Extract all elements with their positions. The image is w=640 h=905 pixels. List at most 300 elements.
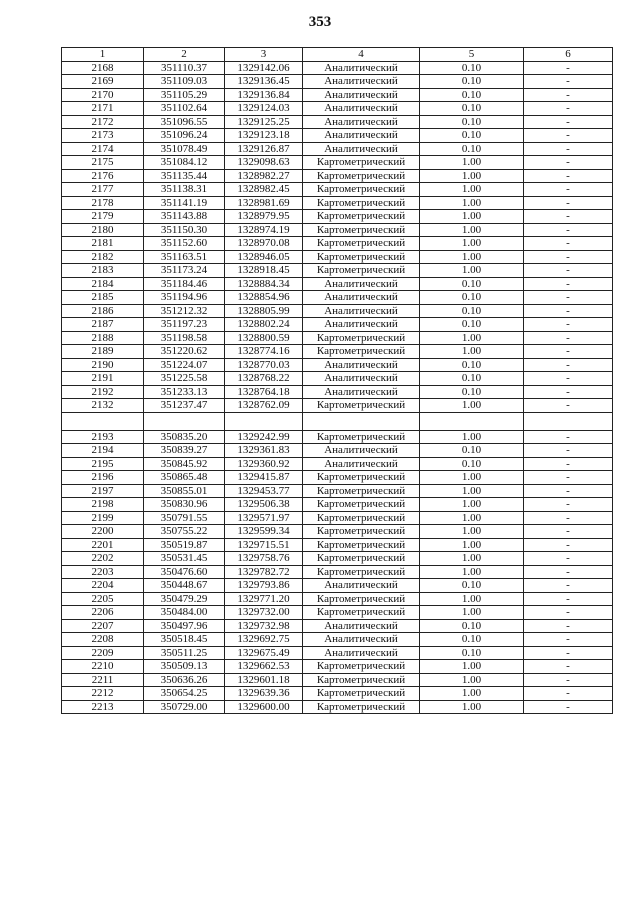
- point-number-cell: 2181: [62, 237, 144, 251]
- method-cell: Картометрический: [303, 237, 420, 251]
- point-number-cell: 2183: [62, 264, 144, 278]
- x-coordinate-cell: 351237.47: [144, 399, 225, 413]
- y-coordinate-cell: 1328979.95: [225, 210, 303, 224]
- method-cell: Картометрический: [303, 264, 420, 278]
- note-cell: -: [524, 646, 613, 660]
- accuracy-cell: 1.00: [420, 538, 524, 552]
- note-cell: -: [524, 237, 613, 251]
- method-cell: Аналитический: [303, 129, 420, 143]
- method-cell: Аналитический: [303, 385, 420, 399]
- accuracy-cell: 1.00: [420, 511, 524, 525]
- table-row: [62, 372, 613, 386]
- y-coordinate-cell: 1328805.99: [225, 304, 303, 318]
- x-coordinate-cell: 350518.45: [144, 633, 225, 647]
- x-coordinate-cell: 351194.96: [144, 291, 225, 305]
- y-coordinate-cell: 1329782.72: [225, 565, 303, 579]
- y-coordinate-cell: 1329571.97: [225, 511, 303, 525]
- point-number-cell: 2197: [62, 484, 144, 498]
- x-coordinate-cell: 351220.62: [144, 345, 225, 359]
- accuracy-cell: 1.00: [420, 156, 524, 170]
- point-number-cell: 2195: [62, 457, 144, 471]
- method-cell: Картометрический: [303, 345, 420, 359]
- x-coordinate-cell: 351105.29: [144, 88, 225, 102]
- y-coordinate-cell: 1328946.05: [225, 250, 303, 264]
- accuracy-cell: 1.00: [420, 210, 524, 224]
- point-number-cell: 2177: [62, 183, 144, 197]
- accuracy-cell: 0.10: [420, 277, 524, 291]
- table-row: [62, 102, 613, 116]
- note-cell: -: [524, 606, 613, 620]
- method-cell: Аналитический: [303, 61, 420, 75]
- x-coordinate-cell: 350484.00: [144, 606, 225, 620]
- table-row: [62, 687, 613, 701]
- x-coordinate-cell: 351096.55: [144, 115, 225, 129]
- note-cell: -: [524, 88, 613, 102]
- point-number-cell: 2202: [62, 552, 144, 566]
- table-row: [62, 592, 613, 606]
- table-row: [62, 129, 613, 143]
- point-number-cell: 2173: [62, 129, 144, 143]
- note-cell: -: [524, 565, 613, 579]
- column-header: 5: [420, 48, 524, 62]
- method-cell: Картометрический: [303, 673, 420, 687]
- x-coordinate-cell: 351212.32: [144, 304, 225, 318]
- accuracy-cell: 1.00: [420, 430, 524, 444]
- table-row: [62, 471, 613, 485]
- y-coordinate-cell: 1328768.22: [225, 372, 303, 386]
- method-cell: Аналитический: [303, 358, 420, 372]
- method-cell: Аналитический: [303, 115, 420, 129]
- table-row: [62, 223, 613, 237]
- accuracy-cell: 0.10: [420, 102, 524, 116]
- x-coordinate-cell: 351224.07: [144, 358, 225, 372]
- accuracy-cell: 1.00: [420, 498, 524, 512]
- method-cell: Картометрический: [303, 511, 420, 525]
- method-cell: Картометрический: [303, 399, 420, 413]
- method-cell: Картометрический: [303, 700, 420, 714]
- point-number-cell: 2212: [62, 687, 144, 701]
- table-row: [62, 345, 613, 359]
- y-coordinate-cell: 1329601.18: [225, 673, 303, 687]
- y-coordinate-cell: 1328918.45: [225, 264, 303, 278]
- point-number-cell: 2175: [62, 156, 144, 170]
- table-row: [62, 88, 613, 102]
- x-coordinate-cell: 351078.49: [144, 142, 225, 156]
- y-coordinate-cell: 1329123.18: [225, 129, 303, 143]
- x-coordinate-cell: 350509.13: [144, 660, 225, 674]
- point-number-cell: 2205: [62, 592, 144, 606]
- y-coordinate-cell: 1329793.86: [225, 579, 303, 593]
- table-row: [62, 673, 613, 687]
- x-coordinate-cell: 350845.92: [144, 457, 225, 471]
- accuracy-cell: 0.10: [420, 318, 524, 332]
- table-row: [62, 457, 613, 471]
- accuracy-cell: 1.00: [420, 687, 524, 701]
- accuracy-cell: 0.10: [420, 633, 524, 647]
- note-cell: -: [524, 318, 613, 332]
- point-number-cell: 2196: [62, 471, 144, 485]
- accuracy-cell: 0.10: [420, 646, 524, 660]
- point-number-cell: 2170: [62, 88, 144, 102]
- point-number-cell: 2179: [62, 210, 144, 224]
- note-cell: -: [524, 156, 613, 170]
- x-coordinate-cell: 350448.67: [144, 579, 225, 593]
- point-number-cell: 2204: [62, 579, 144, 593]
- x-coordinate-cell: 350835.20: [144, 430, 225, 444]
- method-cell: Аналитический: [303, 75, 420, 89]
- table-row: [62, 525, 613, 539]
- point-number-cell: 2211: [62, 673, 144, 687]
- table-row: [62, 115, 613, 129]
- note-cell: -: [524, 372, 613, 386]
- method-cell: Картометрический: [303, 183, 420, 197]
- method-cell: Картометрический: [303, 210, 420, 224]
- x-coordinate-cell: 351184.46: [144, 277, 225, 291]
- y-coordinate-cell: 1329415.87: [225, 471, 303, 485]
- note-cell: -: [524, 264, 613, 278]
- point-number-cell: 2203: [62, 565, 144, 579]
- note-cell: -: [524, 592, 613, 606]
- method-cell: Картометрический: [303, 538, 420, 552]
- table-row: [62, 264, 613, 278]
- method-cell: Картометрический: [303, 169, 420, 183]
- note-cell: -: [524, 183, 613, 197]
- method-cell: [303, 412, 420, 430]
- accuracy-cell: 1.00: [420, 673, 524, 687]
- point-number-cell: 2207: [62, 619, 144, 633]
- method-cell: Картометрический: [303, 331, 420, 345]
- note-cell: -: [524, 511, 613, 525]
- table-row: [62, 196, 613, 210]
- method-cell: Аналитический: [303, 291, 420, 305]
- y-coordinate-cell: 1329692.75: [225, 633, 303, 647]
- point-number-cell: 2180: [62, 223, 144, 237]
- method-cell: Аналитический: [303, 457, 420, 471]
- y-coordinate-cell: 1328970.08: [225, 237, 303, 251]
- accuracy-cell: 0.10: [420, 372, 524, 386]
- note-cell: -: [524, 102, 613, 116]
- table-row: [62, 61, 613, 75]
- accuracy-cell: 1.00: [420, 700, 524, 714]
- method-cell: Картометрический: [303, 687, 420, 701]
- x-coordinate-cell: 351233.13: [144, 385, 225, 399]
- table-row: [62, 430, 613, 444]
- accuracy-cell: 0.10: [420, 88, 524, 102]
- table-row-spacer: [62, 412, 613, 430]
- method-cell: Картометрический: [303, 660, 420, 674]
- table-row: [62, 552, 613, 566]
- accuracy-cell: 0.10: [420, 61, 524, 75]
- note-cell: -: [524, 385, 613, 399]
- x-coordinate-cell: 350654.25: [144, 687, 225, 701]
- x-coordinate-cell: 351141.19: [144, 196, 225, 210]
- table-row: [62, 183, 613, 197]
- table-row: [62, 498, 613, 512]
- y-coordinate-cell: 1328770.03: [225, 358, 303, 372]
- page-number: 353: [308, 14, 332, 30]
- note-cell: -: [524, 196, 613, 210]
- y-coordinate-cell: 1329453.77: [225, 484, 303, 498]
- point-number-cell: 2188: [62, 331, 144, 345]
- x-coordinate-cell: 350476.60: [144, 565, 225, 579]
- table-row: [62, 277, 613, 291]
- point-number-cell: 2184: [62, 277, 144, 291]
- point-number-cell: 2176: [62, 169, 144, 183]
- note-cell: -: [524, 673, 613, 687]
- note-cell: -: [524, 700, 613, 714]
- table-row: [62, 619, 613, 633]
- point-number-cell: 2201: [62, 538, 144, 552]
- x-coordinate-cell: 350865.48: [144, 471, 225, 485]
- point-number-cell: 2200: [62, 525, 144, 539]
- table-row: [62, 210, 613, 224]
- point-number-cell: 2194: [62, 444, 144, 458]
- note-cell: -: [524, 75, 613, 89]
- table-row: [62, 538, 613, 552]
- note-cell: -: [524, 579, 613, 593]
- note-cell: -: [524, 525, 613, 539]
- method-cell: Картометрический: [303, 471, 420, 485]
- note-cell: -: [524, 345, 613, 359]
- x-coordinate-cell: 351084.12: [144, 156, 225, 170]
- method-cell: Картометрический: [303, 552, 420, 566]
- method-cell: Аналитический: [303, 142, 420, 156]
- y-coordinate-cell: 1328981.69: [225, 196, 303, 210]
- table-row: [62, 291, 613, 305]
- note-cell: -: [524, 538, 613, 552]
- note-cell: -: [524, 430, 613, 444]
- y-coordinate-cell: [225, 412, 303, 430]
- point-number-cell: 2210: [62, 660, 144, 674]
- x-coordinate-cell: 350519.87: [144, 538, 225, 552]
- accuracy-cell: 1.00: [420, 264, 524, 278]
- note-cell: -: [524, 250, 613, 264]
- y-coordinate-cell: 1329126.87: [225, 142, 303, 156]
- accuracy-cell: 1.00: [420, 399, 524, 413]
- y-coordinate-cell: 1329124.03: [225, 102, 303, 116]
- method-cell: Аналитический: [303, 88, 420, 102]
- table-row: [62, 633, 613, 647]
- x-coordinate-cell: 350479.29: [144, 592, 225, 606]
- x-coordinate-cell: 350729.00: [144, 700, 225, 714]
- table-row: [62, 579, 613, 593]
- note-cell: -: [524, 484, 613, 498]
- y-coordinate-cell: 1329771.20: [225, 592, 303, 606]
- note-cell: -: [524, 304, 613, 318]
- method-cell: Аналитический: [303, 633, 420, 647]
- table-row: [62, 700, 613, 714]
- x-coordinate-cell: 351109.03: [144, 75, 225, 89]
- accuracy-cell: 0.10: [420, 75, 524, 89]
- accuracy-cell: [420, 412, 524, 430]
- column-header: 1: [62, 48, 144, 62]
- method-cell: Аналитический: [303, 304, 420, 318]
- accuracy-cell: 1.00: [420, 565, 524, 579]
- header-row: [62, 48, 613, 62]
- y-coordinate-cell: 1329662.53: [225, 660, 303, 674]
- y-coordinate-cell: 1329142.06: [225, 61, 303, 75]
- point-number-cell: 2190: [62, 358, 144, 372]
- y-coordinate-cell: 1329136.45: [225, 75, 303, 89]
- y-coordinate-cell: 1329136.84: [225, 88, 303, 102]
- note-cell: [524, 412, 613, 430]
- accuracy-cell: 0.10: [420, 385, 524, 399]
- accuracy-cell: 1.00: [420, 331, 524, 345]
- method-cell: Аналитический: [303, 277, 420, 291]
- point-number-cell: 2198: [62, 498, 144, 512]
- note-cell: -: [524, 129, 613, 143]
- accuracy-cell: 1.00: [420, 552, 524, 566]
- table-row: [62, 606, 613, 620]
- point-number-cell: 2191: [62, 372, 144, 386]
- x-coordinate-cell: 350531.45: [144, 552, 225, 566]
- note-cell: -: [524, 142, 613, 156]
- accuracy-cell: 1.00: [420, 525, 524, 539]
- x-coordinate-cell: 351135.44: [144, 169, 225, 183]
- note-cell: -: [524, 687, 613, 701]
- point-number-cell: 2174: [62, 142, 144, 156]
- accuracy-cell: 0.10: [420, 358, 524, 372]
- x-coordinate-cell: 351143.88: [144, 210, 225, 224]
- x-coordinate-cell: 350497.96: [144, 619, 225, 633]
- accuracy-cell: 1.00: [420, 223, 524, 237]
- y-coordinate-cell: 1329600.00: [225, 700, 303, 714]
- method-cell: Картометрический: [303, 525, 420, 539]
- point-number-cell: 2171: [62, 102, 144, 116]
- point-number-cell: 2132: [62, 399, 144, 413]
- y-coordinate-cell: 1329732.98: [225, 619, 303, 633]
- x-coordinate-cell: 351138.31: [144, 183, 225, 197]
- point-number-cell: 2209: [62, 646, 144, 660]
- y-coordinate-cell: 1329715.51: [225, 538, 303, 552]
- accuracy-cell: 0.10: [420, 115, 524, 129]
- y-coordinate-cell: 1329732.00: [225, 606, 303, 620]
- table-row: [62, 385, 613, 399]
- x-coordinate-cell: 351096.24: [144, 129, 225, 143]
- table-row: [62, 399, 613, 413]
- note-cell: -: [524, 660, 613, 674]
- x-coordinate-cell: [144, 412, 225, 430]
- table-row: [62, 304, 613, 318]
- y-coordinate-cell: 1328764.18: [225, 385, 303, 399]
- accuracy-cell: 1.00: [420, 471, 524, 485]
- method-cell: Картометрический: [303, 430, 420, 444]
- x-coordinate-cell: 350636.26: [144, 673, 225, 687]
- column-header: 3: [225, 48, 303, 62]
- note-cell: -: [524, 358, 613, 372]
- method-cell: Аналитический: [303, 372, 420, 386]
- point-number-cell: 2192: [62, 385, 144, 399]
- x-coordinate-cell: 350839.27: [144, 444, 225, 458]
- x-coordinate-cell: 350791.55: [144, 511, 225, 525]
- table-row: [62, 318, 613, 332]
- y-coordinate-cell: 1329361.83: [225, 444, 303, 458]
- note-cell: -: [524, 619, 613, 633]
- x-coordinate-cell: 351173.24: [144, 264, 225, 278]
- table-body: [62, 61, 613, 714]
- method-cell: Картометрический: [303, 196, 420, 210]
- note-cell: -: [524, 471, 613, 485]
- note-cell: -: [524, 498, 613, 512]
- note-cell: -: [524, 210, 613, 224]
- accuracy-cell: 0.10: [420, 142, 524, 156]
- y-coordinate-cell: 1328802.24: [225, 318, 303, 332]
- column-header: 2: [144, 48, 225, 62]
- accuracy-cell: 0.10: [420, 444, 524, 458]
- accuracy-cell: 1.00: [420, 237, 524, 251]
- x-coordinate-cell: 351198.58: [144, 331, 225, 345]
- method-cell: Картометрический: [303, 606, 420, 620]
- point-number-cell: 2182: [62, 250, 144, 264]
- column-header: 4: [303, 48, 420, 62]
- point-number-cell: 2186: [62, 304, 144, 318]
- y-coordinate-cell: 1328762.09: [225, 399, 303, 413]
- table-row: [62, 169, 613, 183]
- method-cell: Аналитический: [303, 646, 420, 660]
- note-cell: -: [524, 61, 613, 75]
- method-cell: Аналитический: [303, 318, 420, 332]
- x-coordinate-cell: 350855.01: [144, 484, 225, 498]
- table-row: [62, 331, 613, 345]
- accuracy-cell: 1.00: [420, 484, 524, 498]
- y-coordinate-cell: 1329758.76: [225, 552, 303, 566]
- accuracy-cell: 1.00: [420, 606, 524, 620]
- y-coordinate-cell: 1329360.92: [225, 457, 303, 471]
- table-row: [62, 156, 613, 170]
- y-coordinate-cell: 1328854.96: [225, 291, 303, 305]
- table-row: [62, 444, 613, 458]
- x-coordinate-cell: 351163.51: [144, 250, 225, 264]
- table-row: [62, 565, 613, 579]
- y-coordinate-cell: 1329242.99: [225, 430, 303, 444]
- table-row: [62, 142, 613, 156]
- method-cell: Картометрический: [303, 498, 420, 512]
- table-row: [62, 511, 613, 525]
- y-coordinate-cell: 1329506.38: [225, 498, 303, 512]
- point-number-cell: 2169: [62, 75, 144, 89]
- accuracy-cell: 0.10: [420, 291, 524, 305]
- accuracy-cell: 0.10: [420, 457, 524, 471]
- y-coordinate-cell: 1329675.49: [225, 646, 303, 660]
- accuracy-cell: 1.00: [420, 169, 524, 183]
- y-coordinate-cell: 1329639.36: [225, 687, 303, 701]
- note-cell: -: [524, 169, 613, 183]
- note-cell: -: [524, 331, 613, 345]
- point-number-cell: 2187: [62, 318, 144, 332]
- note-cell: -: [524, 457, 613, 471]
- point-number-cell: [62, 412, 144, 430]
- accuracy-cell: 1.00: [420, 183, 524, 197]
- accuracy-cell: 1.00: [420, 196, 524, 210]
- method-cell: Картометрический: [303, 592, 420, 606]
- accuracy-cell: 1.00: [420, 660, 524, 674]
- method-cell: Картометрический: [303, 484, 420, 498]
- x-coordinate-cell: 351150.30: [144, 223, 225, 237]
- note-cell: -: [524, 444, 613, 458]
- y-coordinate-cell: 1328884.34: [225, 277, 303, 291]
- table-row: [62, 646, 613, 660]
- table-row: [62, 237, 613, 251]
- column-header: 6: [524, 48, 613, 62]
- y-coordinate-cell: 1328774.16: [225, 345, 303, 359]
- x-coordinate-cell: 351225.58: [144, 372, 225, 386]
- point-number-cell: 2189: [62, 345, 144, 359]
- accuracy-cell: 0.10: [420, 129, 524, 143]
- point-number-cell: 2208: [62, 633, 144, 647]
- point-number-cell: 2213: [62, 700, 144, 714]
- x-coordinate-cell: 350511.25: [144, 646, 225, 660]
- point-number-cell: 2206: [62, 606, 144, 620]
